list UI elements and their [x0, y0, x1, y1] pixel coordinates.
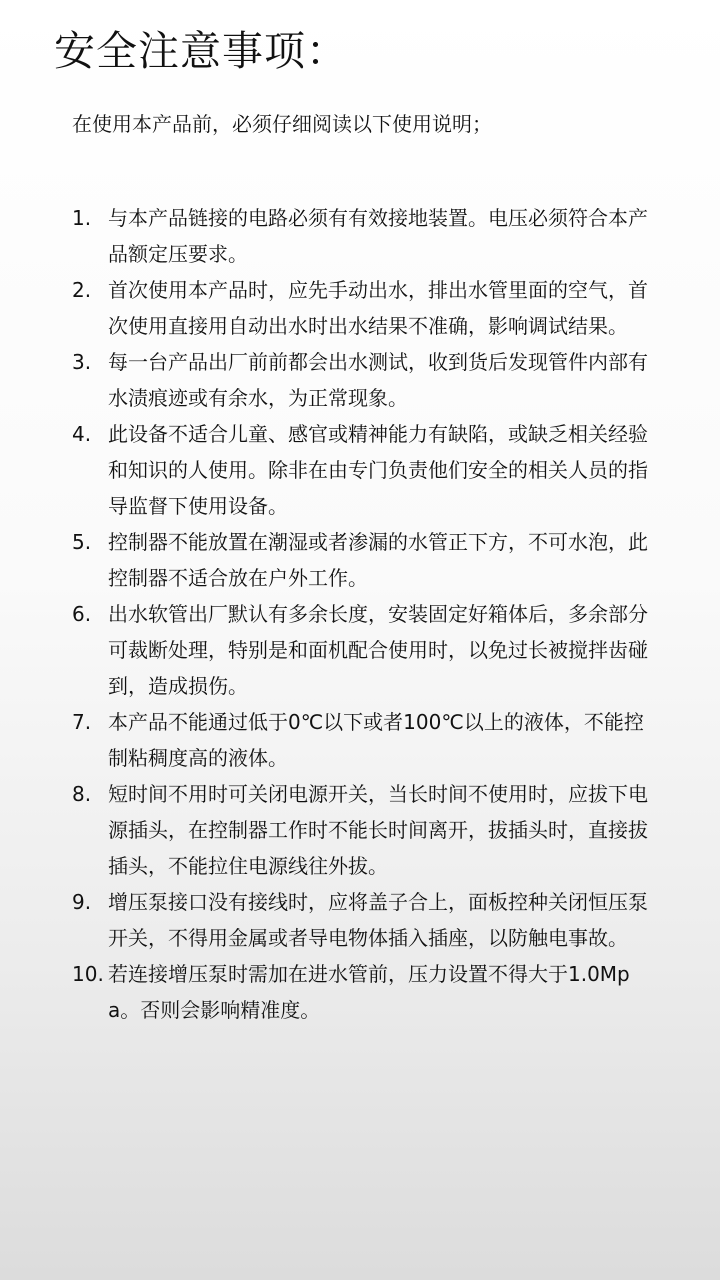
item-number: 9. [72, 890, 92, 914]
item-text: 短时间不用时可关闭电源开关，当长时间不使用时，应拔下电源插头，在控制器工作时不能长时间离开，拔插头时，直接拔插头，不能拉住电源线往外拔。 [108, 782, 648, 878]
item-number: 3. [72, 350, 92, 374]
item-number: 5. [72, 530, 92, 554]
list-item [0, 884, 720, 956]
item-number: 7. [72, 710, 92, 734]
intro-text: 在使用本产品前，必须仔细阅读以下使用说明； [72, 112, 492, 136]
item-text: 增压泵接口没有接线时，应将盖子合上，面板控种关闭恒压泵开关，不得用金属或者导电物体插入插座，以防触电事故。 [108, 890, 648, 950]
item-number: 8. [72, 782, 92, 806]
list-item [0, 524, 720, 596]
item-text: 本产品不能通过低于0℃以下或者100℃以上的液体，不能控制粘稠度高的液体。 [108, 710, 644, 770]
page-title: 安全注意事项： [54, 27, 348, 75]
list-item [0, 344, 720, 416]
list-item [0, 956, 720, 1028]
item-text: 出水软管出厂默认有多余长度，安装固定好箱体后，多余部分可裁断处理，特别是和面机配合使用时，以免过长被搅拌齿碰到，造成损伤。 [108, 602, 648, 698]
item-text: 每一台产品出厂前前都会出水测试，收到货后发现管件内部有水渍痕迹或有余水，为正常现象。 [108, 350, 648, 410]
item-number: 10. [72, 962, 104, 986]
list-item [0, 272, 720, 344]
item-text: 与本产品链接的电路必须有有效接地装置。电压必须符合本产品额定压要求。 [108, 206, 648, 266]
safety-list [0, 200, 720, 1028]
list-item [0, 776, 720, 884]
list-item [0, 596, 720, 704]
item-number: 2. [72, 278, 92, 302]
item-number: 6. [72, 602, 92, 626]
list-item [0, 416, 720, 524]
list-item [0, 200, 720, 272]
item-text: 若连接增压泵时需加在进水管前，压力设置不得大于1.0Mpa。否则会影响精准度。 [108, 962, 630, 1022]
item-text: 控制器不能放置在潮湿或者渗漏的水管正下方，不可水泡，此控制器不适合放在户外工作。 [108, 530, 648, 590]
item-number: 1. [72, 206, 92, 230]
list-item [0, 704, 720, 776]
item-number: 4. [72, 422, 92, 446]
item-text: 首次使用本产品时，应先手动出水，排出水管里面的空气，首次使用直接用自动出水时出水结果不准确，影响调试结果。 [108, 278, 648, 338]
item-text: 此设备不适合儿童、感官或精神能力有缺陷，或缺乏相关经验和知识的人使用。除非在由专门负责他们安全的相关人员的指导监督下使用设备。 [108, 422, 648, 518]
